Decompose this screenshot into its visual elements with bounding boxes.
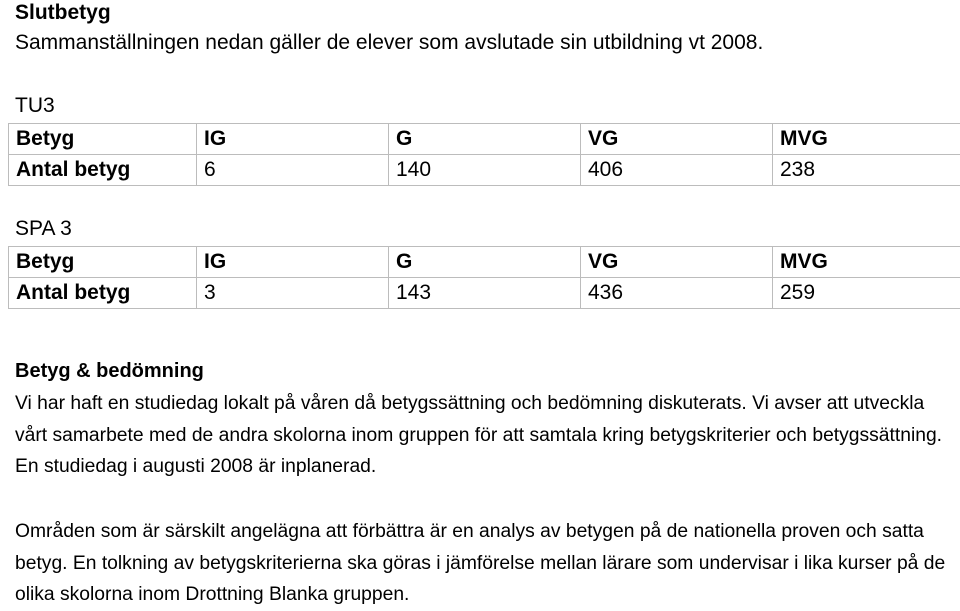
- row-label-cell: Antal betyg: [9, 278, 197, 309]
- header-cell: VG: [581, 247, 773, 278]
- header-cell: MVG: [773, 247, 960, 278]
- table-row: [9, 278, 960, 309]
- value-cell: 238: [773, 155, 960, 186]
- value-cell: 259: [773, 278, 960, 309]
- value-cell: 3: [197, 278, 389, 309]
- header-cell: IG: [197, 124, 389, 155]
- row-label-cell: Antal betyg: [9, 155, 197, 186]
- grade-table-spa3: [8, 246, 960, 309]
- header-cell: Betyg: [9, 124, 197, 155]
- value-cell: 406: [581, 155, 773, 186]
- value-cell: 143: [389, 278, 581, 309]
- table-header-row: [9, 247, 960, 278]
- header-cell: VG: [581, 124, 773, 155]
- value-cell: 6: [197, 155, 389, 186]
- header-cell: MVG: [773, 124, 960, 155]
- table-row: [9, 155, 960, 186]
- table-label-tu3: TU3: [15, 94, 55, 118]
- table-header-row: [9, 124, 960, 155]
- paragraph-1: Vi har haft en studiedag lokalt på våren då betygssättning och bedömning diskuterats. Vi avser att utveckla vårt samarbete med de andra skolorna inom gruppen för att samtala kring betygskriterier och betygssättning. En studiedag i augusti 2008 är inplanerad.: [15, 388, 955, 483]
- header-cell: Betyg: [9, 247, 197, 278]
- grade-table-tu3: [8, 123, 960, 186]
- header-cell: G: [389, 124, 581, 155]
- value-cell: 436: [581, 278, 773, 309]
- value-cell: 140: [389, 155, 581, 186]
- section-heading: Betyg & bedömning: [15, 359, 204, 383]
- intro-text: Sammanställningen nedan gäller de elever som avslutade sin utbildning vt 2008.: [15, 31, 763, 55]
- header-cell: G: [389, 247, 581, 278]
- header-cell: IG: [197, 247, 389, 278]
- page-title: Slutbetyg: [15, 1, 111, 25]
- table-label-spa3: SPA 3: [15, 217, 72, 241]
- paragraph-2: Områden som är särskilt angelägna att förbättra är en analys av betygen på de nationella proven och satta betyg. En tolkning av betygskriterierna ska göras i jämförelse mellan lärare som undervisar i lika kurser på de olika skolorna inom Drottning Blanka gruppen.: [15, 516, 955, 611]
